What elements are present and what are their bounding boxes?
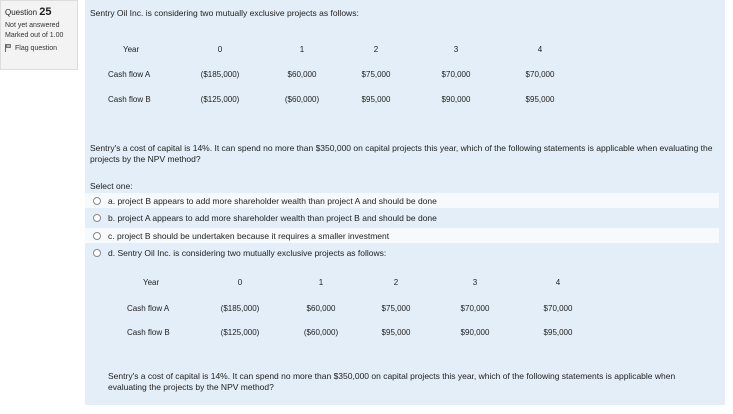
question-text: Sentry Oil Inc. is considering two mutually exclusive projects as follows:	[90, 8, 359, 18]
option-b-radio[interactable]	[93, 214, 101, 222]
cell-b-0: ($125,000)	[200, 95, 240, 104]
year-d-1: 1	[318, 278, 324, 287]
option-a-radio[interactable]	[93, 197, 101, 205]
question-state: Not yet answered	[5, 22, 60, 29]
cell-a-4: $70,000	[525, 70, 555, 79]
option-d[interactable]	[85, 245, 719, 260]
option-b[interactable]	[85, 210, 719, 225]
cell-a-3: $70,000	[441, 70, 471, 79]
question-paragraph: Sentry's a cost of capital is 14%. It can spend no more than $350,000 on capital projects this year, which of the following statements is applicable when evaluating the projects by the NPV method?	[90, 143, 713, 164]
cell-a-1: $60,000	[287, 70, 317, 79]
cell-d-a-3: $70,000	[460, 304, 490, 313]
year-3: 3	[453, 45, 459, 54]
year-d-4: 4	[555, 278, 561, 287]
cell-d-b-1: ($60,000)	[303, 328, 339, 337]
cell-d-b-0: ($125,000)	[220, 328, 260, 337]
flag-question-button[interactable]	[5, 44, 73, 52]
option-c[interactable]	[85, 228, 719, 243]
question-info-panel	[0, 0, 78, 70]
cell-d-a-4: $70,000	[543, 304, 573, 313]
year-header: Year	[123, 45, 140, 54]
flag-icon	[5, 44, 12, 52]
option-d-label: d. Sentry Oil Inc. is considering two mutually exclusive projects as follows:	[108, 247, 387, 258]
year-2: 2	[373, 45, 379, 54]
cell-d-a-1: $60,000	[306, 304, 336, 313]
row-label-b: Cash flow B	[108, 95, 151, 104]
option-b-label: b. project A appears to add more shareholder wealth than project B and should be done	[108, 212, 437, 223]
year-1: 1	[299, 45, 305, 54]
cell-a-0: ($185,000)	[200, 70, 240, 79]
option-a[interactable]	[85, 193, 719, 208]
option-c-label: c. project B should be undertaken because it requires a smaller investment	[108, 230, 390, 241]
year-d-3: 3	[472, 278, 478, 287]
cell-d-b-4: $95,000	[543, 328, 573, 337]
year-d-0: 0	[237, 278, 243, 287]
row-label-a: Cash flow A	[108, 70, 151, 79]
cell-b-3: $90,000	[441, 95, 471, 104]
row-label-d-a: Cash flow A	[127, 304, 170, 313]
flag-question-label: Flag question	[15, 44, 58, 52]
cell-d-b-2: $95,000	[381, 328, 411, 337]
year-0: 0	[217, 45, 223, 54]
year-d-2: 2	[393, 278, 399, 287]
question-number: Question 25	[5, 6, 52, 18]
option-d-paragraph: Sentry's a cost of capital is 14%. It can spend no more than $350,000 on capital projects this year, which of the following statements is applicable when evaluating the projects by the NPV method?	[108, 371, 676, 392]
row-label-d-b: Cash flow B	[127, 328, 170, 337]
cell-b-4: $95,000	[525, 95, 555, 104]
question-marks: Marked out of 1.00	[5, 32, 64, 39]
option-c-radio[interactable]	[93, 232, 101, 240]
year-header-d: Year	[143, 278, 160, 287]
cell-a-2: $75,000	[361, 70, 391, 79]
option-d-radio[interactable]	[93, 249, 101, 257]
cell-b-1: ($60,000)	[284, 95, 320, 104]
cell-d-a-0: ($185,000)	[220, 304, 260, 313]
option-a-label: a. project B appears to add more shareholder wealth than project A and should be done	[108, 195, 437, 206]
year-4: 4	[537, 45, 543, 54]
cell-b-2: $95,000	[361, 95, 391, 104]
cell-d-b-3: $90,000	[460, 328, 490, 337]
cell-d-a-2: $75,000	[381, 304, 411, 313]
question-content	[85, 0, 725, 405]
select-one-label: Select one:	[90, 181, 133, 191]
